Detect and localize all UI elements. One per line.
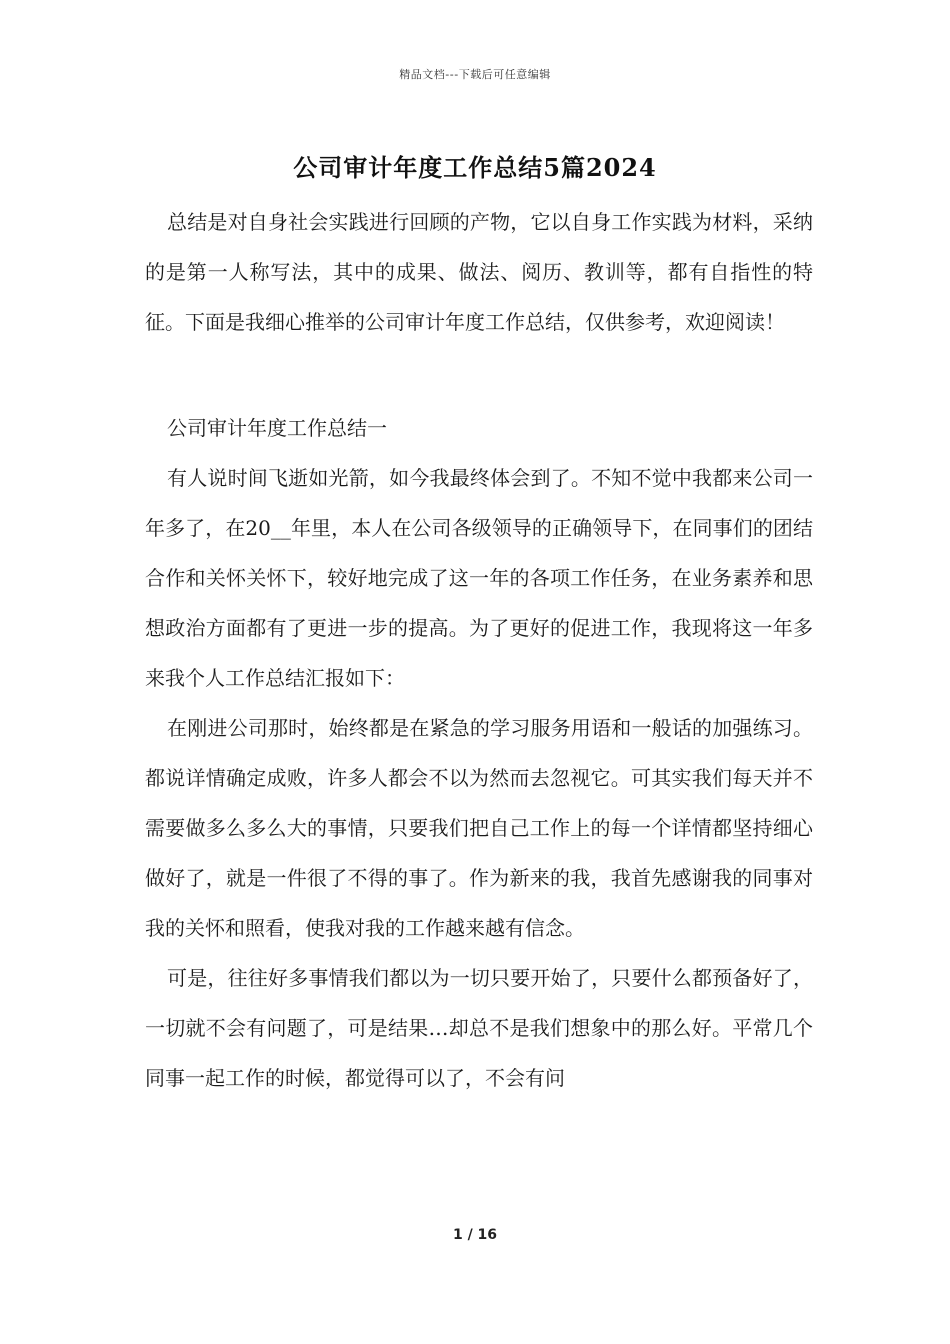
section-heading: 公司审计年度工作总结一 (167, 416, 387, 440)
page-number: 1 / 16 (452, 1227, 498, 1243)
intro-paragraph: 总结是对自身社会实践进行回顾的产物，它以自身工作实践为材料，采纳的是第一人称写法，其中的成果、做法、阅历、教训等，都有自指性的特征。下面是我细心推举的公司审计年度工作总结，仅供参考，欢迎阅读！ (145, 210, 813, 334)
document-title: 公司审计年度工作总结5篇2024 (293, 153, 657, 182)
body-paragraph-2: 在刚进公司那时，始终都是在紧急的学习服务用语和一般话的加强练习。都说详情确定成败，许多人都会不以为然而去忽视它。可其实我们每天并不需要做多么多么大的事情，只要我们把自己工作上的每一个详情都坚持细心做好了，就是一件很了不得的事了。作为新来的我，我首先感谢我的同事对我的关怀和照看，使我对我的工作越来越有信念。 (145, 716, 813, 940)
header-note: 精品文档---下载后可任意编辑 (399, 68, 551, 81)
document-body (145, 197, 813, 1103)
body-paragraph-3: 可是，往往好多事情我们都以为一切只要开始了，只要什么都预备好了，一切就不会有问题了，可是结果…却总不是我们想象中的那么好。平常几个同事一起工作的时候，都觉得可以了，不会有问 (145, 966, 813, 1090)
body-paragraph-1: 有人说时间飞逝如光箭，如今我最终体会到了。不知不觉中我都来公司一年多了，在20__年里，本人在公司各级领导的正确领导下，在同事们的团结合作和关怀关怀下，较好地完成了这一年的各项工作任务，在业务素养和思想政治方面都有了更进一步的提高。为了更好的促进工作，我现将这一年多来我个人工作总结汇报如下： (145, 466, 813, 690)
